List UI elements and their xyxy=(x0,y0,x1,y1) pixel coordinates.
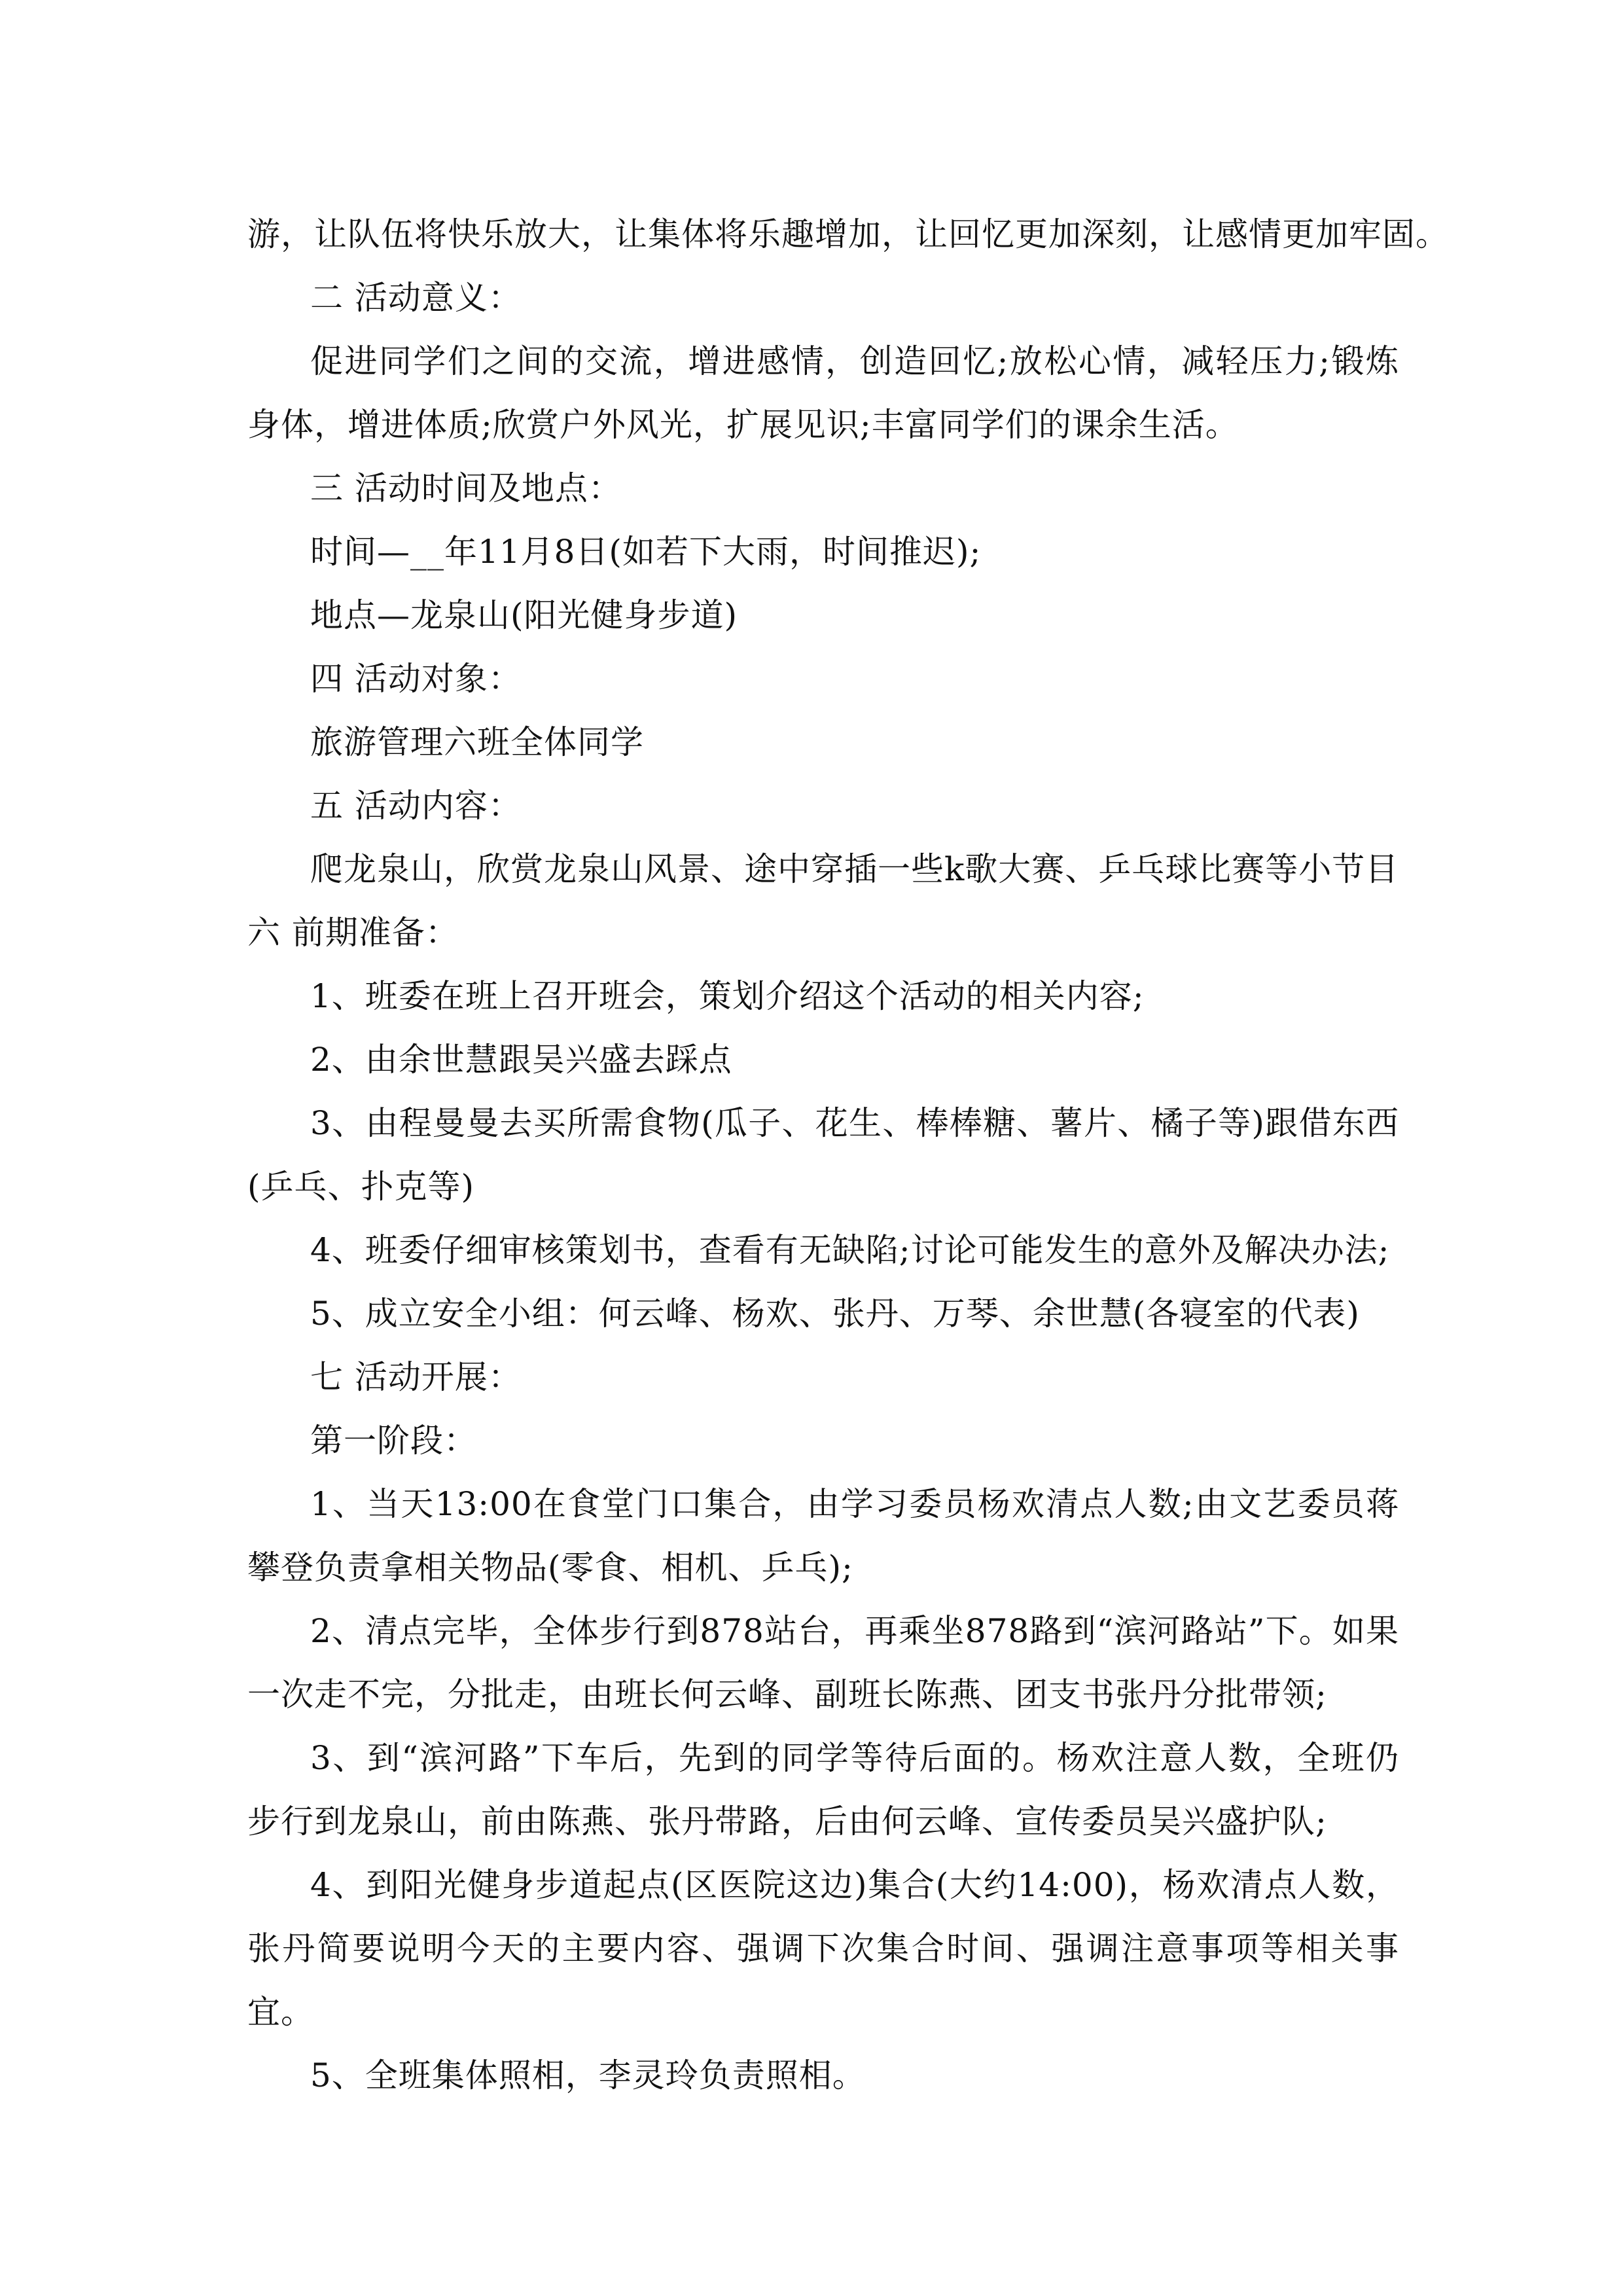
list-item: 3、到“滨河路”下车后，先到的同学等待后面的。杨欢注意人数，全班仍步行到龙泉山，前由陈燕、张丹带路，后由何云峰、宣传委员吴兴盛护队; xyxy=(247,1739,1399,1840)
list-item: 5、全班集体照相，李灵玲负责照相。 xyxy=(310,2056,866,2094)
section-heading: 三 活动时间及地点： xyxy=(310,469,622,507)
paragraph: 地点—龙泉山(阳光健身步道) xyxy=(310,596,738,634)
paragraph: 时间—__年11月8日(如若下大雨，时间推迟); xyxy=(310,533,982,571)
section-heading: 五 活动内容： xyxy=(310,787,522,825)
paragraph: 游，让队伍将快乐放大，让集体将乐趣增加，让回忆更加深刻，让感情更加牢固。 xyxy=(247,215,1449,253)
section-heading: 七 活动开展： xyxy=(310,1358,522,1396)
paragraph: 旅游管理六班全体同学 xyxy=(310,723,644,761)
list-item: 2、清点完毕，全体步行到878站台，再乘坐878路到“滨河路站”下。如果一次走不完，分批走，由班长何云峰、副班长陈燕、团支书张丹分批带领; xyxy=(247,1612,1399,1713)
section-heading: 六 前期准备： xyxy=(247,914,459,952)
list-item: 4、到阳光健身步道起点(区医院这边)集合(大约14:00)，杨欢清点人数，张丹简要说明今天的主要内容、强调下次集合时间、强调注意事项等相关事宜。 xyxy=(247,1866,1399,2031)
list-item: 2、由余世慧跟吴兴盛去踩点 xyxy=(310,1041,732,1079)
list-item: 1、班委在班上召开班会，策划介绍这个活动的相关内容; xyxy=(310,977,1145,1015)
paragraph: 爬龙泉山，欣赏龙泉山风景、途中穿插一些k歌大赛、乒乓球比赛等小节目 xyxy=(310,850,1399,888)
list-item: 1、当天13:00在食堂门口集合，由学习委员杨欢清点人数;由文艺委员蒋攀登负责拿相关物品(零食、相机、乒乓); xyxy=(247,1485,1399,1587)
subheading: 第一阶段： xyxy=(310,1422,477,1460)
list-item: 3、由程曼曼去买所需食物(瓜子、花生、棒棒糖、薯片、橘子等)跟借东西(乒乓、扑克等) xyxy=(247,1104,1399,1206)
document-body xyxy=(247,203,1449,2108)
paragraph: 促进同学们之间的交流，增进感情，创造回忆;放松心情，减轻压力;锻炼身体，增进体质;欣赏户外风光，扩展见识;丰富同学们的课余生活。 xyxy=(247,342,1399,444)
section-heading: 二 活动意义： xyxy=(310,279,522,317)
section-heading: 四 活动对象： xyxy=(310,660,522,698)
list-item: 4、班委仔细审核策划书，查看有无缺陷;讨论可能发生的意外及解决办法; xyxy=(310,1231,1390,1269)
list-item: 5、成立安全小组：何云峰、杨欢、张丹、万琴、余世慧(各寝室的代表) xyxy=(310,1295,1360,1333)
